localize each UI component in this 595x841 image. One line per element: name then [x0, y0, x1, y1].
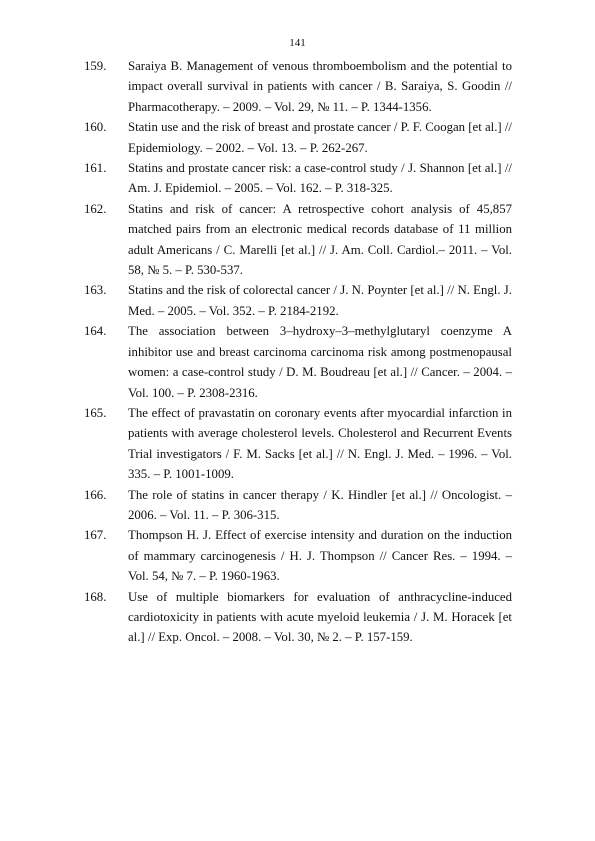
reference-number: 160. [84, 120, 107, 135]
reference-text: The role of statins in cancer therapy / K. Hindler [et al.] // Oncologist. – 2006. – Vol. 11. – P. 306-315. [128, 487, 512, 522]
reference-item [84, 117, 512, 158]
reference-number: 167. [84, 528, 107, 543]
reference-number: 165. [84, 405, 107, 420]
reference-item [84, 403, 512, 485]
reference-number: 161. [84, 161, 107, 176]
reference-number: 159. [84, 59, 107, 73]
reference-item [84, 56, 512, 117]
reference-text: Use of multiple biomarkers for evaluation of anthracycline-induced cardiotoxicity in patients with acute myeloid leukemia / J. M. Horacek [et al.] // Exp. Oncol. – 2008. – Vol. 30, № 2. – P. 157-159. [128, 589, 512, 645]
reference-text: The effect of pravastatin on coronary events after myocardial infarction in patients with average cholesterol levels. Cholesterol and Recurrent Events Trial investigators / F. M. Sacks [et al.] // N. Engl. J. Med. – 1996. – Vol. 335. – P. 1001-1009. [128, 405, 512, 482]
reference-number: 164. [84, 324, 107, 339]
reference-list [84, 56, 512, 648]
reference-item [84, 199, 512, 281]
reference-text: Statins and the risk of colorectal cancer / J. N. Poynter [et al.] // N. Engl. J. Med. – 2005. – Vol. 352. – P. 2184-2192. [128, 283, 512, 318]
reference-item [84, 321, 512, 403]
reference-text: Statins and prostate cancer risk: a case-control study / J. Shannon [et al.] // Am. J. Epidemiol. – 2005. – Vol. 162. – P. 318-325. [128, 161, 512, 196]
page-number: 141 [289, 37, 306, 49]
reference-text: Thompson H. J. Effect of exercise intensity and duration on the induction of mammary carcinogenesis / H. J. Thompson // Cancer Res. – 1994. – Vol. 54, № 7. – P. 1960-1963. [128, 528, 512, 584]
reference-text: The association between 3–hydroxy–3–methylglutaryl coenzyme A inhibitor use and breast carcinoma carcinoma risk among postmenopausal women: a case-control study / D. M. Boudreau [et al.] // Cancer. – 2004. – Vol. 100. – P. 2308-2316. [128, 324, 512, 400]
reference-number: 168. [84, 589, 107, 604]
reference-item [84, 485, 512, 526]
reference-number: 162. [84, 201, 107, 216]
reference-number: 166. [84, 487, 107, 502]
reference-item [84, 280, 512, 321]
reference-item [84, 158, 512, 199]
reference-text: Statin use and the risk of breast and prostate cancer / P. F. Coogan [et al.] // Epidemiology. – 2002. – Vol. 13. – P. 262-267. [128, 120, 512, 155]
reference-text: Saraiya B. Management of venous thromboembolism and the potential to impact overall survival in patients with cancer / B. Saraiya, S. Goodin // Pharmacotherapy. – 2009. – Vol. 29, № 11. – P. 1344-1356. [128, 59, 512, 114]
reference-item [84, 587, 512, 648]
reference-number: 163. [84, 283, 107, 298]
reference-text: Statins and risk of cancer: A retrospective cohort analysis of 45,857 matched pairs from an electronic medical records database of 11 million adult Americans / C. Marelli [et al.] // J. Am. Coll. Cardiol.– 2011. – Vol. 58, № 5. – P. 530-537. [128, 201, 512, 278]
reference-item [84, 525, 512, 586]
